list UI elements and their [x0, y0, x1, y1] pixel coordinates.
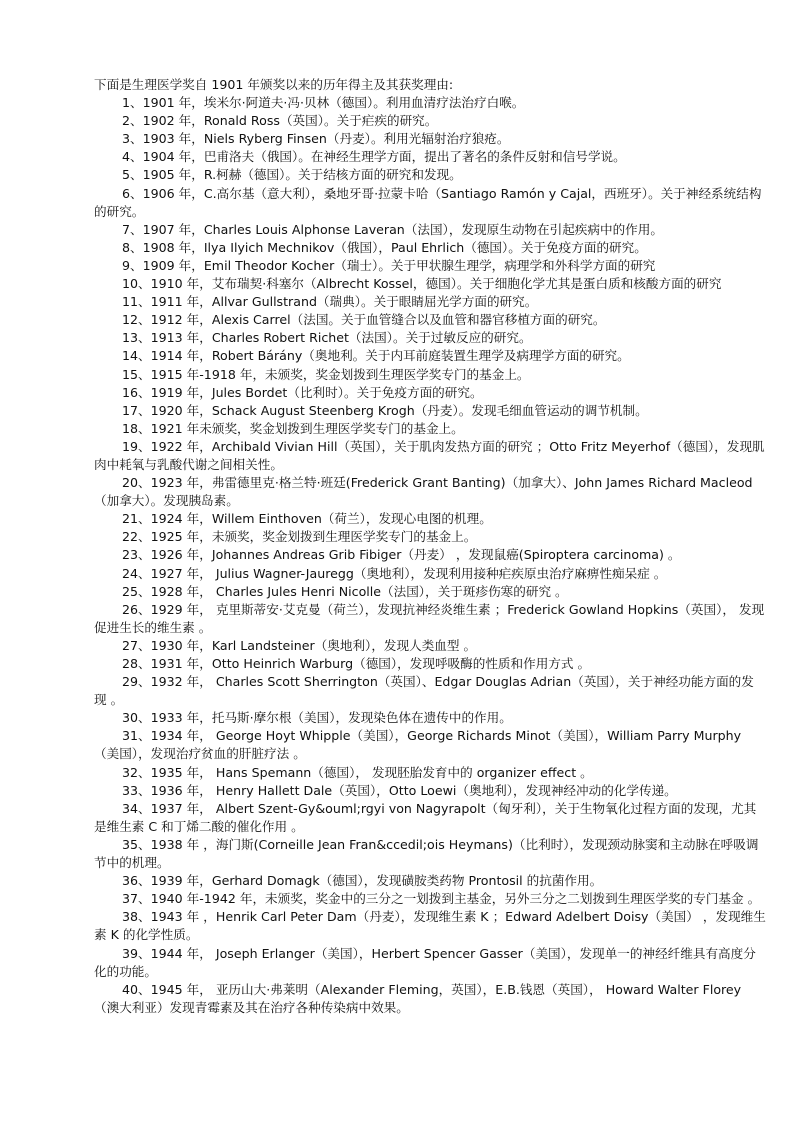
laureate-entry: 27、1930 年，Karl Landsteiner（奥地利），发现人类血型 。: [122, 637, 477, 653]
laureate-entry: 35、1938 年 ，海门斯(Corneille Jean Fran&ccedil;ois Heymans)（比利时），发现颈动脉窦和主动脉在呼吸调节中的机理。: [94, 836, 759, 871]
laureate-entry: 33、1936 年， Henry Hallett Dale（英国），Otto Loewi（奥地利），发现神经冲动的化学传递。: [122, 782, 677, 798]
laureate-entry: 18、1921 年未颁奖，奖金划拨到生理医学奖专门的基金上。: [122, 420, 464, 436]
laureate-entry: 31、1934 年， George Hoyt Whipple（美国），George Richards Minot（美国），William Parry Murphy（美国），发现治疗贫血的肝脏疗法 。: [94, 728, 742, 762]
laureate-entry: 34、1937 年， Albert Szent-Gy&ouml;rgyi von Nagyrapolt（匈牙利），关于生物氧化过程方面的发现，尤其是维生素 C 和丁烯二酸的催化作用 。: [94, 800, 757, 834]
laureate-entry: 20、1923 年，弗雷德里克·格兰特·班廷(Frederick Grant Banting)（加拿大）、John James Richard Macleod（加拿大）。发现胰岛素。: [94, 475, 753, 509]
laureate-entry: 21、1924 年，Willem Einthoven（荷兰），发现心电图的机理。: [122, 511, 492, 527]
intro-paragraph: 下面是生理医学奖自 1901 年颁奖以来的历年得主及其获奖理由:: [94, 77, 454, 92]
laureate-entry: 25、1928 年， Charles Jules Henri Nicolle（法国），关于斑疹伤寒的研究 。: [122, 583, 568, 599]
laureate-entry: 3、1903 年，Niels Ryberg Finsen（丹麦）。利用光辐射治疗狼疮。: [122, 131, 510, 147]
laureate-entry: 10、1910 年，艾布瑞契·科塞尔（Albrecht Kossel，德国）。关于细胞化学尤其是蛋白质和核酸方面的研究: [122, 276, 722, 292]
laureate-entry: 17、1920 年，Schack August Steenberg Krogh（丹麦）。发现毛细血管运动的调节机制。: [122, 402, 648, 418]
laureate-entry: 15、1915 年-1918 年，未颁奖，奖金划拨到生理医学奖专门的基金上。: [122, 366, 530, 382]
laureate-entry: 12、1912 年，Alexis Carrel（法国。关于血管缝合以及血管和器官移植方面的研究。: [122, 312, 606, 328]
laureate-entry: 5、1905 年，R.柯赫（德国）。关于结核方面的研究和发现。: [122, 167, 462, 183]
laureate-entry: 14、1914 年，Robert Bárány（奥地利。关于内耳前庭装置生理学及病理学方面的研究。: [122, 348, 630, 364]
laureate-entry: 11、1911 年，Allvar Gullstrand（瑞典）。关于眼睛屈光学方面的研究。: [122, 294, 538, 310]
laureate-entry: 7、1907 年，Charles Louis Alphonse Laveran（法国），发现原生动物在引起疾病中的作用。: [122, 221, 663, 237]
laureate-entry: 16、1919 年，Jules Bordet（比利时）。关于免疫方面的研究。: [122, 384, 483, 400]
laureate-entry: 37、1940 年-1942 年，未颁奖，奖金中的三分之一划拨到主基金，另外三分之二划拨到生理医学奖的专门基金 。: [122, 891, 761, 907]
laureate-entry: 8、1908 年，Ilya Ilyich Mechnikov（俄国），Paul Ehrlich（德国）。关于免疫方面的研究。: [122, 239, 647, 255]
laureate-entry: 29、1932 年， Charles Scott Sherrington（英国）、Edgar Douglas Adrian（英国），关于神经功能方面的发现 。: [94, 674, 754, 708]
laureate-entry: 4、1904 年，巴甫洛夫（俄国）。在神经生理学方面，提出了著名的条件反射和信号学说。: [122, 149, 626, 165]
laureate-entry: 26、1929 年， 克里斯蒂安·艾克曼（荷兰），发现抗神经炎维生素 ；Frederick Gowland Hopkins（英国）， 发现促进生长的维生素 。: [94, 601, 765, 635]
laureate-entry: 40、1945 年， 亚历山大·弗莱明（Alexander Fleming，英国），E.B.钱恩（英国）， Howard Walter Florey（澳大利亚）发现青霉素及其在治疗各种传染病中效果。: [94, 981, 742, 1015]
laureate-entry: 13、1913 年，Charles Robert Richet（法国）。关于过敏反应的研究。: [122, 330, 532, 346]
laureate-entry: 6、1906 年，C.高尔基（意大利），桑地牙哥·拉蒙卡哈（Santiago Ramón y Cajal，西班牙）。关于神经系统结构的研究。: [94, 185, 762, 219]
laureate-entry: 39、1944 年， Joseph Erlanger（美国），Herbert Spencer Gasser（美国），发现单一的神经纤维具有高度分化的功能。: [94, 945, 756, 979]
laureate-entry: 30、1933 年，托马斯·摩尔根（美国），发现染色体在遗传中的作用。: [122, 710, 512, 726]
laureate-list: [94, 94, 766, 1017]
laureate-entry: 9、1909 年，Emil Theodor Kocher（瑞士）。关于甲状腺生理学，病理学和外科学方面的研究: [122, 257, 656, 273]
laureate-entry: 2、1902 年，Ronald Ross（英国）。关于疟疾的研究。: [122, 113, 438, 129]
laureate-entry: 1、1901 年，埃米尔·阿道夫·冯·贝林（德国）。利用血清疗法治疗白喉。: [122, 95, 525, 111]
laureate-entry: 38、1943 年 ，Henrik Carl Peter Dam（丹麦），发现维生素 K ；Edward Adelbert Doisy（美国） ，发现维生素 K 的化学性质。: [94, 909, 766, 943]
laureate-entry: 28、1931 年，Otto Heinrich Warburg（德国），发现呼吸酶的性质和作用方式 。: [122, 656, 591, 671]
document-body: [94, 76, 766, 1017]
laureate-entry: 19、1922 年，Archibald Vivian Hill（英国），关于肌肉发热方面的研究 ；Otto Fritz Meyerhof（德国），发现肌肉中耗氧与乳酸代谢之间相关性。: [94, 438, 765, 472]
laureate-entry: 24、1927 年， Julius Wagner-Jauregg（奥地利），发现利用接种疟疾原虫治疗麻痹性痴呆症 。: [122, 565, 667, 581]
laureate-entry: 36、1939 年，Gerhard Domagk（德国），发现磺胺类药物 Prontosil 的抗菌作用。: [122, 873, 603, 889]
laureate-entry: 32、1935 年， Hans Spemann（德国）， 发现胚胎发育中的 organizer effect 。: [122, 764, 593, 780]
laureate-entry: 23、1926 年，Johannes Andreas Grib Fibiger（丹麦） ，发现鼠癌(Spiroptera carcinoma) 。: [122, 547, 681, 563]
laureate-entry: 22、1925 年，未颁奖，奖金划拨到生理医学奖专门的基金上。: [122, 529, 477, 545]
